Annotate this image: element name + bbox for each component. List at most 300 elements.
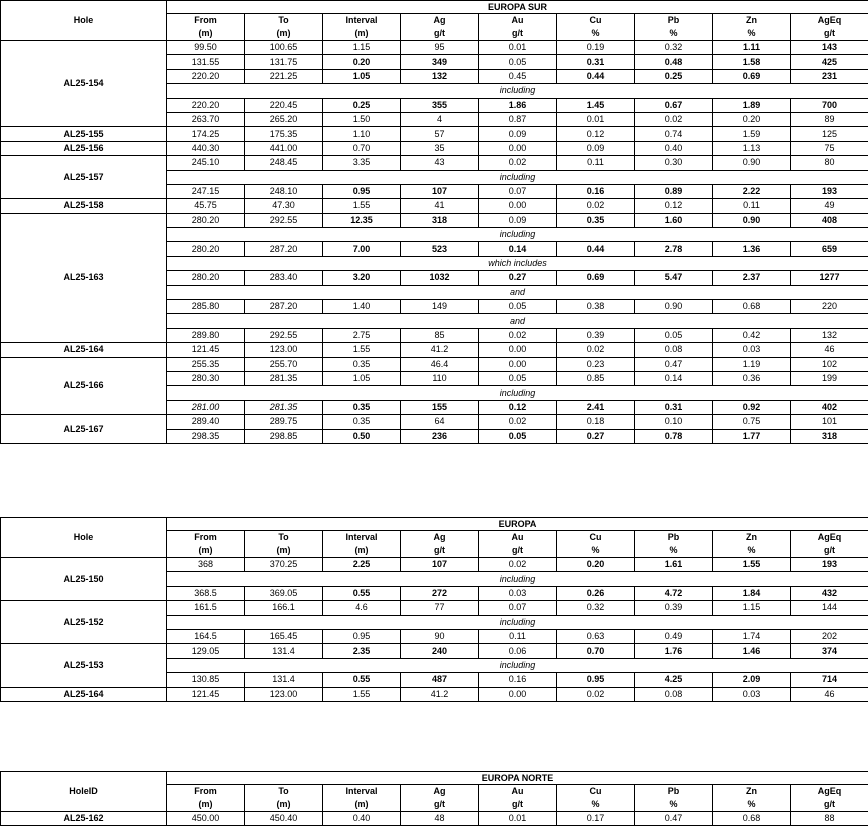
cell-ageq: 318 — [791, 429, 868, 443]
cell-zn: 1.36 — [713, 242, 791, 256]
hole-header: Hole — [1, 1, 167, 41]
cell-au: 0.07 — [479, 184, 557, 198]
hole-header: Hole — [1, 518, 167, 558]
cell-interval: 0.20 — [323, 55, 401, 69]
cell-to: 298.85 — [245, 429, 323, 443]
cell-pb: 0.32 — [635, 41, 713, 55]
cell-to: 369.05 — [245, 586, 323, 600]
cell-ageq: 220 — [791, 300, 868, 314]
col-header-pb: Pb % — [635, 785, 713, 812]
cell-interval: 1.15 — [323, 41, 401, 55]
cell-cu: 0.16 — [557, 184, 635, 198]
cell-interval: 0.25 — [323, 98, 401, 112]
cell-to: 450.40 — [245, 812, 323, 826]
cell-cu: 0.26 — [557, 586, 635, 600]
cell-cu: 0.95 — [557, 673, 635, 687]
cell-pb: 1.76 — [635, 644, 713, 658]
note-label: including — [167, 170, 868, 184]
cell-zn: 0.42 — [713, 328, 791, 342]
cell-interval: 1.05 — [323, 69, 401, 83]
cell-au: 0.07 — [479, 601, 557, 615]
cell-interval: 1.10 — [323, 127, 401, 141]
cell-from: 121.45 — [167, 343, 245, 357]
cell-ag: 107 — [401, 558, 479, 572]
table-row — [1, 415, 868, 429]
cell-pb: 2.78 — [635, 242, 713, 256]
cell-ag: 43 — [401, 156, 479, 170]
cell-interval: 2.75 — [323, 328, 401, 342]
table-row — [1, 687, 868, 701]
cell-ag: 149 — [401, 300, 479, 314]
cell-zn: 0.92 — [713, 400, 791, 414]
cell-to: 283.40 — [245, 271, 323, 285]
cell-ageq: 231 — [791, 69, 868, 83]
cell-to: 441.00 — [245, 141, 323, 155]
cell-au: 0.11 — [479, 629, 557, 643]
cell-from: 263.70 — [167, 112, 245, 126]
cell-ageq: 101 — [791, 415, 868, 429]
cell-zn: 1.46 — [713, 644, 791, 658]
cell-interval: 1.40 — [323, 300, 401, 314]
cell-zn: 1.58 — [713, 55, 791, 69]
cell-ageq: 125 — [791, 127, 868, 141]
cell-from: 161.5 — [167, 601, 245, 615]
cell-interval: 0.40 — [323, 812, 401, 826]
cell-ageq: 202 — [791, 629, 868, 643]
hole-id: AL25-164 — [1, 343, 167, 357]
cell-ag: 355 — [401, 98, 479, 112]
cell-cu: 0.70 — [557, 644, 635, 658]
cell-to: 370.25 — [245, 558, 323, 572]
cell-to: 248.10 — [245, 184, 323, 198]
col-header-ag: Ag g/t — [401, 531, 479, 558]
cell-au: 0.05 — [479, 371, 557, 385]
cell-to: 221.25 — [245, 69, 323, 83]
cell-to: 281.35 — [245, 400, 323, 414]
cell-interval: 3.35 — [323, 156, 401, 170]
cell-cu: 0.02 — [557, 199, 635, 213]
col-header-ageq: AgEq g/t — [791, 785, 868, 812]
cell-zn: 1.84 — [713, 586, 791, 600]
cell-ageq: 80 — [791, 156, 868, 170]
cell-cu: 0.38 — [557, 300, 635, 314]
cell-zn: 0.68 — [713, 812, 791, 826]
cell-cu: 0.12 — [557, 127, 635, 141]
cell-ag: 41 — [401, 199, 479, 213]
cell-interval: 0.70 — [323, 141, 401, 155]
cell-ag: 132 — [401, 69, 479, 83]
cell-zn: 1.77 — [713, 429, 791, 443]
cell-pb: 0.02 — [635, 112, 713, 126]
col-header-au: Au g/t — [479, 14, 557, 41]
cell-pb: 0.12 — [635, 199, 713, 213]
table-row — [1, 199, 868, 213]
cell-ageq: 714 — [791, 673, 868, 687]
cell-zn: 2.37 — [713, 271, 791, 285]
col-header-interval: Interval (m) — [323, 785, 401, 812]
cell-ageq: 46 — [791, 687, 868, 701]
hole-id: AL25-154 — [1, 41, 167, 127]
cell-ag: 155 — [401, 400, 479, 414]
hole-id: AL25-163 — [1, 213, 167, 343]
cell-interval: 0.35 — [323, 415, 401, 429]
cell-pb: 0.67 — [635, 98, 713, 112]
table-row — [1, 357, 868, 371]
cell-to: 265.20 — [245, 112, 323, 126]
cell-pb: 0.10 — [635, 415, 713, 429]
note-label: including — [167, 84, 868, 98]
cell-ageq: 143 — [791, 41, 868, 55]
cell-to: 255.70 — [245, 357, 323, 371]
cell-ageq: 659 — [791, 242, 868, 256]
cell-pb: 0.25 — [635, 69, 713, 83]
cell-pb: 0.39 — [635, 601, 713, 615]
cell-from: 289.40 — [167, 415, 245, 429]
cell-interval: 3.20 — [323, 271, 401, 285]
cell-ag: 318 — [401, 213, 479, 227]
cell-zn: 0.75 — [713, 415, 791, 429]
cell-pb: 0.90 — [635, 300, 713, 314]
cell-to: 123.00 — [245, 343, 323, 357]
col-header-pb: Pb % — [635, 14, 713, 41]
cell-from: 450.00 — [167, 812, 245, 826]
table-title: EUROPA NORTE — [167, 772, 868, 785]
cell-ag: 487 — [401, 673, 479, 687]
cell-interval: 1.55 — [323, 687, 401, 701]
table-row — [1, 127, 868, 141]
col-header-zn: Zn % — [713, 14, 791, 41]
note-label: which includes — [167, 256, 868, 270]
cell-ageq: 402 — [791, 400, 868, 414]
cell-au: 0.02 — [479, 558, 557, 572]
cell-au: 0.09 — [479, 127, 557, 141]
cell-interval: 0.55 — [323, 673, 401, 687]
cell-pb: 0.08 — [635, 343, 713, 357]
cell-from: 281.00 — [167, 400, 245, 414]
cell-zn: 1.13 — [713, 141, 791, 155]
cell-ag: 236 — [401, 429, 479, 443]
cell-ag: 41.2 — [401, 687, 479, 701]
cell-ageq: 193 — [791, 184, 868, 198]
cell-au: 0.02 — [479, 328, 557, 342]
cell-ag: 48 — [401, 812, 479, 826]
col-header-ag: Ag g/t — [401, 14, 479, 41]
cell-from: 280.20 — [167, 271, 245, 285]
cell-interval: 1.55 — [323, 343, 401, 357]
cell-ageq: 49 — [791, 199, 868, 213]
cell-zn: 0.36 — [713, 371, 791, 385]
col-header-from: From (m) — [167, 531, 245, 558]
cell-pb: 0.78 — [635, 429, 713, 443]
table-title: EUROPA SUR — [167, 1, 868, 14]
cell-ag: 110 — [401, 371, 479, 385]
cell-zn: 2.09 — [713, 673, 791, 687]
cell-interval: 0.95 — [323, 184, 401, 198]
cell-au: 0.87 — [479, 112, 557, 126]
hole-id: AL25-152 — [1, 601, 167, 644]
cell-zn: 0.68 — [713, 300, 791, 314]
cell-au: 0.00 — [479, 343, 557, 357]
cell-au: 0.27 — [479, 271, 557, 285]
cell-zn: 1.19 — [713, 357, 791, 371]
cell-au: 0.14 — [479, 242, 557, 256]
cell-ag: 107 — [401, 184, 479, 198]
cell-zn: 0.69 — [713, 69, 791, 83]
cell-ag: 523 — [401, 242, 479, 256]
cell-zn: 0.03 — [713, 343, 791, 357]
cell-ageq: 432 — [791, 586, 868, 600]
hole-id: AL25-156 — [1, 141, 167, 155]
cell-pb: 0.49 — [635, 629, 713, 643]
cell-au: 0.06 — [479, 644, 557, 658]
cell-zn: 2.22 — [713, 184, 791, 198]
cell-pb: 0.05 — [635, 328, 713, 342]
col-header-from: From (m) — [167, 785, 245, 812]
cell-from: 129.05 — [167, 644, 245, 658]
europa-norte-table — [0, 771, 868, 826]
cell-to: 47.30 — [245, 199, 323, 213]
table-row — [1, 41, 868, 55]
cell-to: 131.75 — [245, 55, 323, 69]
cell-ageq: 1277 — [791, 271, 868, 285]
cell-cu: 0.44 — [557, 242, 635, 256]
cell-pb: 0.14 — [635, 371, 713, 385]
cell-pb: 5.47 — [635, 271, 713, 285]
cell-from: 99.50 — [167, 41, 245, 55]
cell-ageq: 88 — [791, 812, 868, 826]
note-label: including — [167, 572, 868, 586]
cell-interval: 1.05 — [323, 371, 401, 385]
cell-cu: 2.41 — [557, 400, 635, 414]
cell-from: 130.85 — [167, 673, 245, 687]
hole-id: AL25-167 — [1, 415, 167, 444]
cell-ageq: 374 — [791, 644, 868, 658]
cell-ag: 35 — [401, 141, 479, 155]
col-header-cu: Cu % — [557, 531, 635, 558]
col-header-to: To (m) — [245, 785, 323, 812]
cell-zn: 1.59 — [713, 127, 791, 141]
col-header-zn: Zn % — [713, 531, 791, 558]
note-label: and — [167, 314, 868, 328]
cell-to: 131.4 — [245, 644, 323, 658]
cell-ageq: 75 — [791, 141, 868, 155]
cell-to: 292.55 — [245, 213, 323, 227]
note-label: including — [167, 658, 868, 672]
table-row — [1, 141, 868, 155]
cell-cu: 0.02 — [557, 687, 635, 701]
cell-zn: 0.90 — [713, 156, 791, 170]
cell-ag: 64 — [401, 415, 479, 429]
cell-au: 0.00 — [479, 687, 557, 701]
cell-to: 175.35 — [245, 127, 323, 141]
hole-id: AL25-162 — [1, 812, 167, 826]
cell-to: 287.20 — [245, 300, 323, 314]
cell-from: 255.35 — [167, 357, 245, 371]
cell-au: 0.00 — [479, 357, 557, 371]
cell-interval: 7.00 — [323, 242, 401, 256]
cell-cu: 1.45 — [557, 98, 635, 112]
cell-ag: 95 — [401, 41, 479, 55]
cell-ageq: 700 — [791, 98, 868, 112]
table-row — [1, 343, 868, 357]
cell-from: 280.20 — [167, 213, 245, 227]
col-header-zn: Zn % — [713, 785, 791, 812]
cell-to: 292.55 — [245, 328, 323, 342]
cell-ag: 57 — [401, 127, 479, 141]
cell-from: 131.55 — [167, 55, 245, 69]
cell-pb: 0.30 — [635, 156, 713, 170]
cell-ageq: 193 — [791, 558, 868, 572]
cell-au: 1.86 — [479, 98, 557, 112]
cell-pb: 0.08 — [635, 687, 713, 701]
cell-cu: 0.44 — [557, 69, 635, 83]
cell-cu: 0.02 — [557, 343, 635, 357]
note-label: and — [167, 285, 868, 299]
cell-from: 285.80 — [167, 300, 245, 314]
cell-zn: 1.89 — [713, 98, 791, 112]
col-header-interval: Interval (m) — [323, 531, 401, 558]
cell-pb: 0.89 — [635, 184, 713, 198]
cell-interval: 1.55 — [323, 199, 401, 213]
col-header-cu: Cu % — [557, 785, 635, 812]
table-row — [1, 156, 868, 170]
cell-cu: 0.63 — [557, 629, 635, 643]
cell-pb: 0.48 — [635, 55, 713, 69]
cell-cu: 0.85 — [557, 371, 635, 385]
cell-zn: 1.11 — [713, 41, 791, 55]
cell-from: 368.5 — [167, 586, 245, 600]
cell-pb: 4.25 — [635, 673, 713, 687]
cell-interval: 2.25 — [323, 558, 401, 572]
cell-ag: 77 — [401, 601, 479, 615]
cell-from: 220.20 — [167, 69, 245, 83]
col-header-au: Au g/t — [479, 785, 557, 812]
cell-interval: 0.35 — [323, 400, 401, 414]
col-header-interval: Interval (m) — [323, 14, 401, 41]
hole-id: AL25-158 — [1, 199, 167, 213]
cell-zn: 1.55 — [713, 558, 791, 572]
cell-from: 121.45 — [167, 687, 245, 701]
cell-zn: 0.20 — [713, 112, 791, 126]
cell-cu: 0.35 — [557, 213, 635, 227]
cell-cu: 0.18 — [557, 415, 635, 429]
cell-cu: 0.69 — [557, 271, 635, 285]
cell-to: 166.1 — [245, 601, 323, 615]
cell-cu: 0.31 — [557, 55, 635, 69]
cell-cu: 0.32 — [557, 601, 635, 615]
cell-to: 281.35 — [245, 371, 323, 385]
cell-au: 0.05 — [479, 429, 557, 443]
cell-from: 368 — [167, 558, 245, 572]
cell-ag: 90 — [401, 629, 479, 643]
hole-id: AL25-164 — [1, 687, 167, 701]
cell-from: 164.5 — [167, 629, 245, 643]
cell-from: 298.35 — [167, 429, 245, 443]
cell-ageq: 132 — [791, 328, 868, 342]
cell-ageq: 199 — [791, 371, 868, 385]
table-row — [1, 601, 868, 615]
cell-pb: 0.74 — [635, 127, 713, 141]
table-row — [1, 644, 868, 658]
cell-to: 248.45 — [245, 156, 323, 170]
cell-pb: 0.40 — [635, 141, 713, 155]
cell-interval: 0.50 — [323, 429, 401, 443]
cell-zn: 0.90 — [713, 213, 791, 227]
col-header-from: From (m) — [167, 14, 245, 41]
cell-ageq: 89 — [791, 112, 868, 126]
col-header-au: Au g/t — [479, 531, 557, 558]
cell-interval: 2.35 — [323, 644, 401, 658]
cell-cu: 0.01 — [557, 112, 635, 126]
col-header-ageq: AgEq g/t — [791, 531, 868, 558]
cell-ageq: 144 — [791, 601, 868, 615]
table-title: EUROPA — [167, 518, 868, 531]
note-label: including — [167, 615, 868, 629]
cell-ageq: 425 — [791, 55, 868, 69]
cell-to: 100.65 — [245, 41, 323, 55]
cell-au: 0.02 — [479, 415, 557, 429]
cell-zn: 0.03 — [713, 687, 791, 701]
cell-au: 0.12 — [479, 400, 557, 414]
hole-header: HoleID — [1, 772, 167, 812]
cell-ag: 85 — [401, 328, 479, 342]
cell-from: 174.25 — [167, 127, 245, 141]
cell-interval: 0.55 — [323, 586, 401, 600]
cell-au: 0.16 — [479, 673, 557, 687]
cell-au: 0.09 — [479, 213, 557, 227]
cell-from: 440.30 — [167, 141, 245, 155]
cell-from: 247.15 — [167, 184, 245, 198]
cell-pb: 1.61 — [635, 558, 713, 572]
cell-ageq: 408 — [791, 213, 868, 227]
cell-zn: 1.74 — [713, 629, 791, 643]
cell-zn: 0.11 — [713, 199, 791, 213]
cell-from: 289.80 — [167, 328, 245, 342]
hole-id: AL25-166 — [1, 357, 167, 415]
cell-cu: 0.17 — [557, 812, 635, 826]
cell-to: 220.45 — [245, 98, 323, 112]
cell-ageq: 102 — [791, 357, 868, 371]
cell-au: 0.01 — [479, 41, 557, 55]
cell-cu: 0.39 — [557, 328, 635, 342]
table-row — [1, 812, 868, 826]
cell-interval: 1.50 — [323, 112, 401, 126]
note-label: including — [167, 386, 868, 400]
cell-ag: 349 — [401, 55, 479, 69]
cell-interval: 0.95 — [323, 629, 401, 643]
col-header-cu: Cu % — [557, 14, 635, 41]
hole-id: AL25-157 — [1, 156, 167, 199]
cell-to: 123.00 — [245, 687, 323, 701]
cell-to: 131.4 — [245, 673, 323, 687]
cell-cu: 0.23 — [557, 357, 635, 371]
cell-pb: 4.72 — [635, 586, 713, 600]
cell-to: 287.20 — [245, 242, 323, 256]
cell-pb: 0.47 — [635, 812, 713, 826]
hole-id: AL25-150 — [1, 558, 167, 601]
hole-id: AL25-155 — [1, 127, 167, 141]
cell-from: 245.10 — [167, 156, 245, 170]
hole-id: AL25-153 — [1, 644, 167, 687]
col-header-ageq: AgEq g/t — [791, 14, 868, 41]
cell-to: 289.75 — [245, 415, 323, 429]
cell-cu: 0.27 — [557, 429, 635, 443]
cell-ag: 4 — [401, 112, 479, 126]
cell-ag: 240 — [401, 644, 479, 658]
cell-au: 0.05 — [479, 300, 557, 314]
note-label: including — [167, 228, 868, 242]
cell-au: 0.00 — [479, 141, 557, 155]
